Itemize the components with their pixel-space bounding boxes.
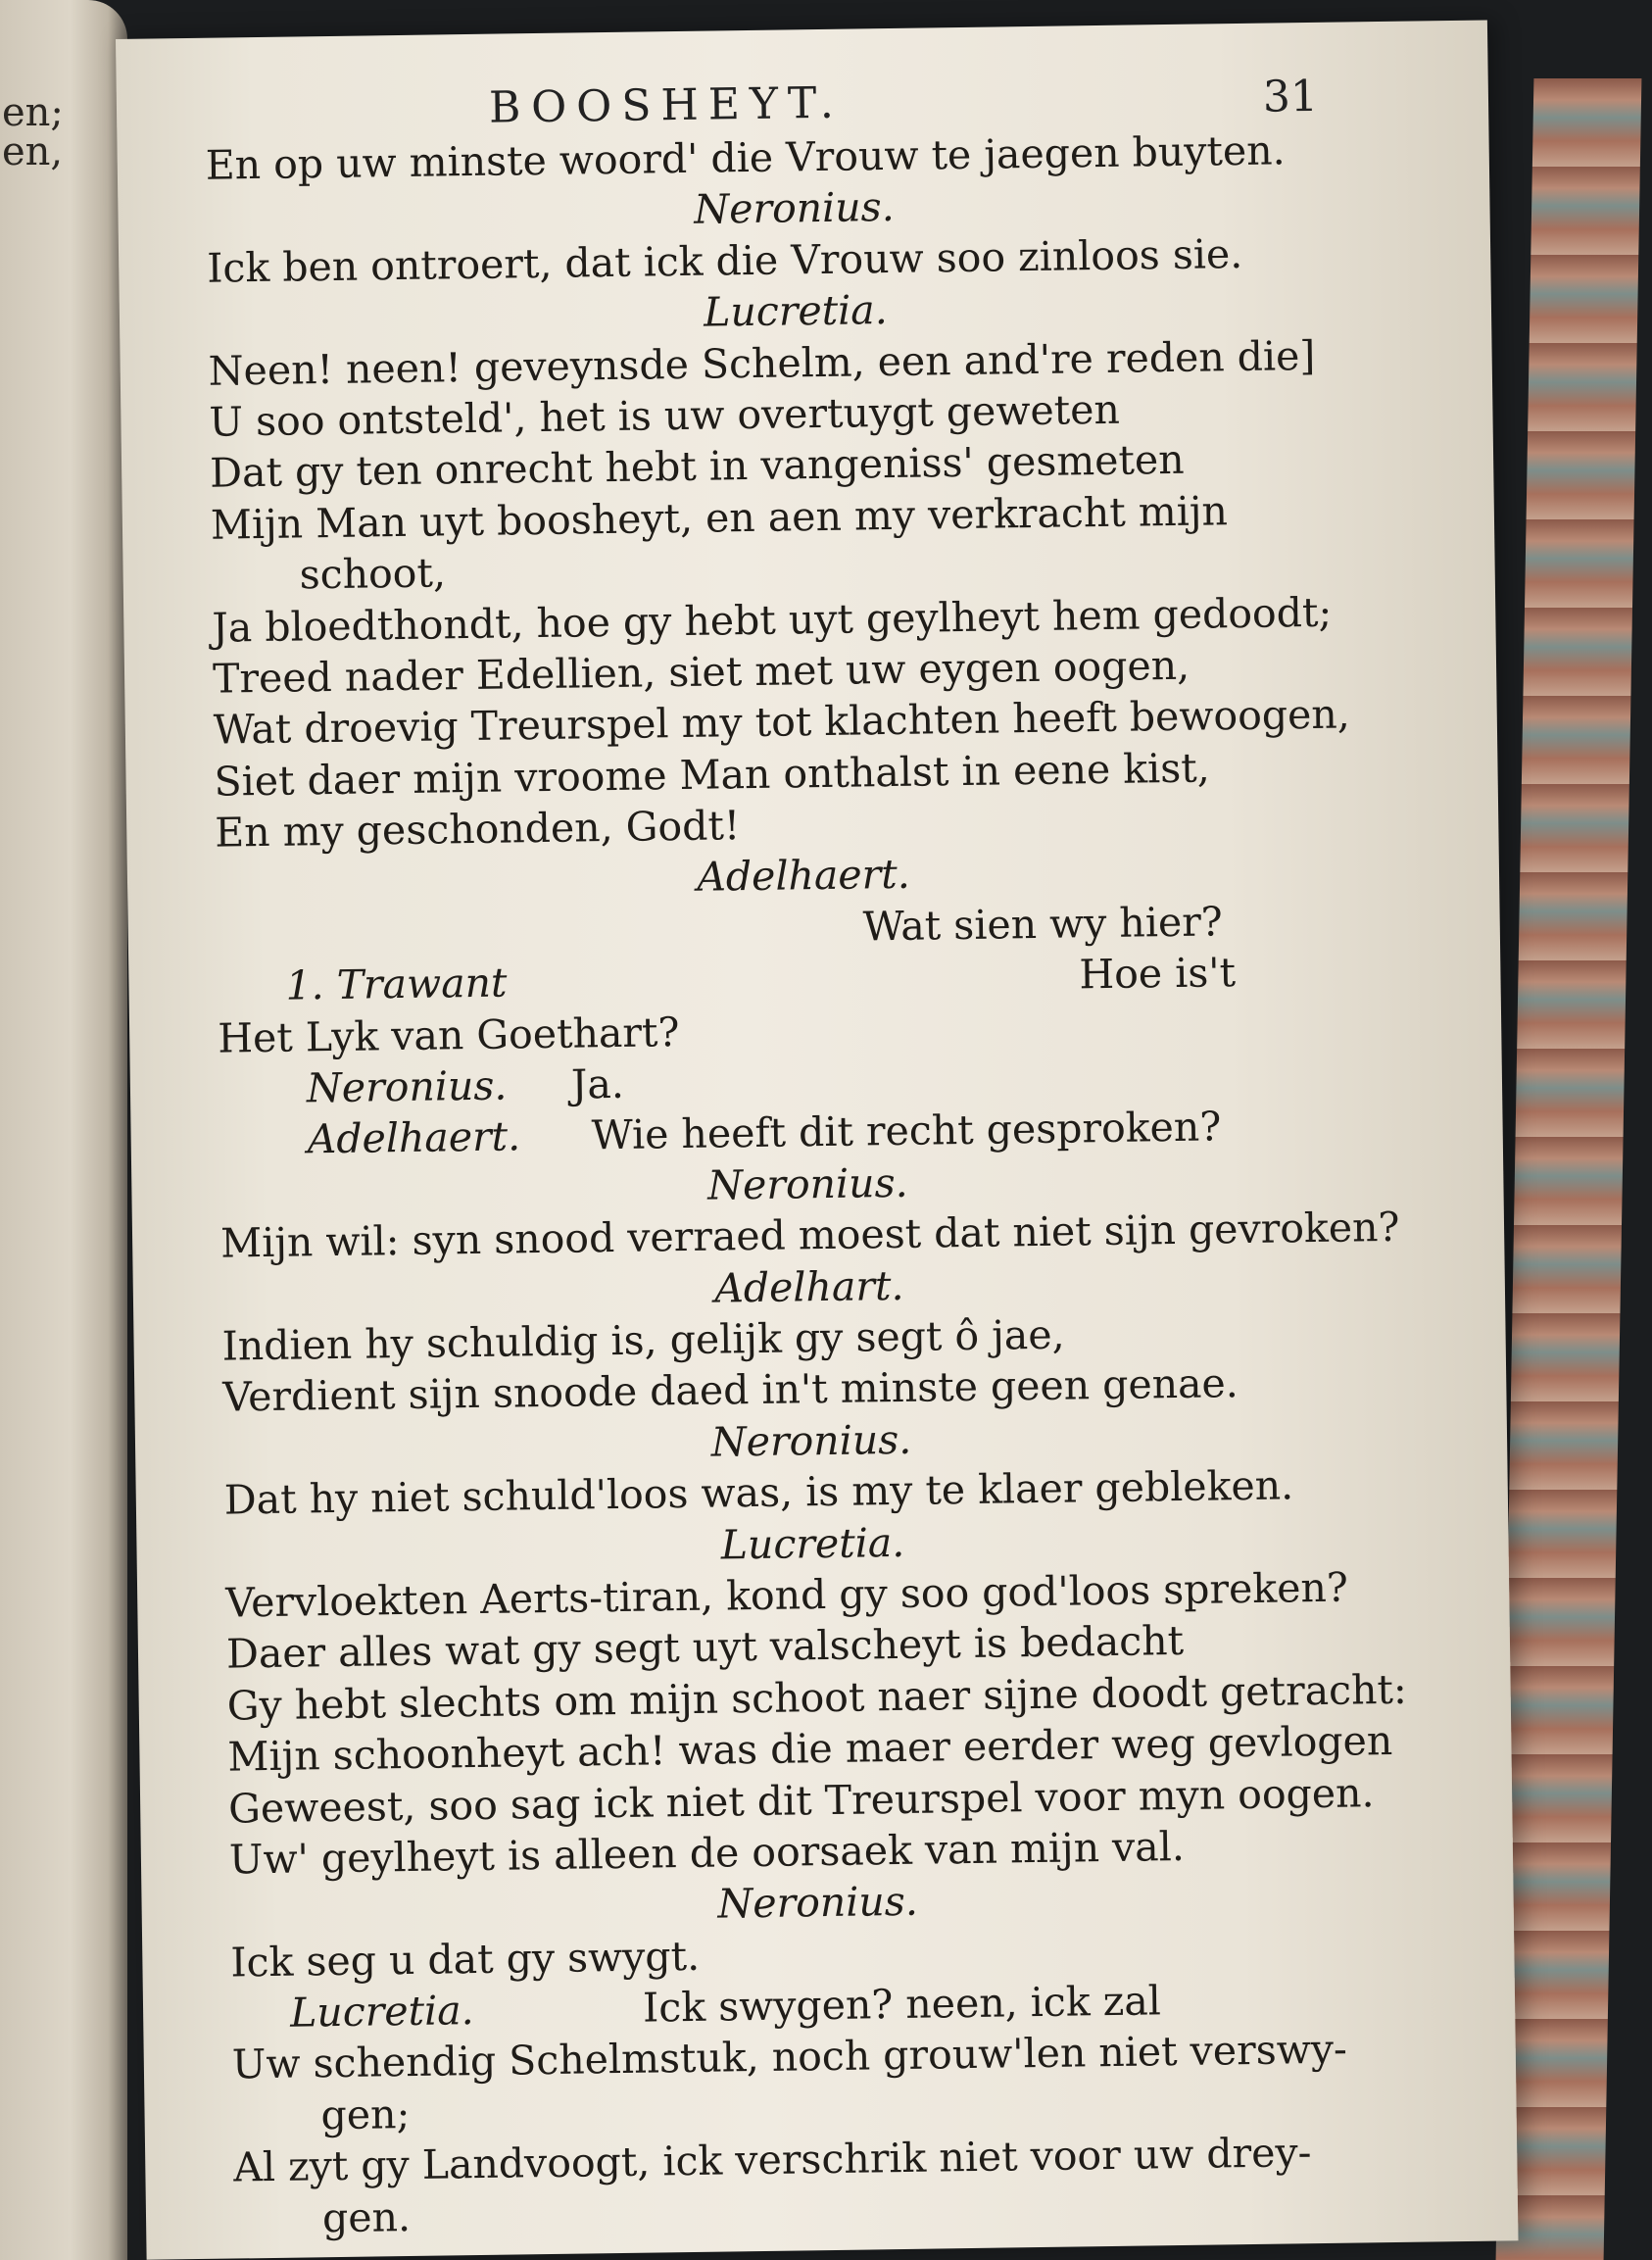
speaker-name: Neronius. (717, 1878, 919, 1928)
verse-line: Al zyt gy Landvoogt, ick verschrik niet voor uw drey- (232, 2129, 1312, 2191)
verse-line: Neen! neen! geveynsde Schelm, een and're reden die] (208, 331, 1316, 395)
speech-text: Wat sien wy hier? (862, 898, 1224, 951)
speech-text: Wie heeft dit recht gesproken? (591, 1103, 1222, 1159)
verse-line: Wat droevig Treurspel my tot klachten heeft bewoogen, (213, 690, 1351, 754)
speaker-name: Adelhaert. (696, 851, 911, 902)
verse-line-continuation: gen; (320, 2089, 411, 2139)
verse-line: Vervloekten Aerts-tiran, kond gy soo god'loos spreken? (224, 1563, 1349, 1627)
speaker-name: Lucretia. (289, 1987, 474, 2037)
speaker-name: Adelhart. (713, 1261, 904, 1312)
left-page-fragment: en; (2, 90, 64, 135)
verse-line: Treed nader Edellien, siet met uw eygen oogen, (212, 641, 1190, 703)
verse-line: Het Lyk van Goethart? (217, 1007, 680, 1062)
speaker-name: Neronius. (693, 183, 896, 234)
book-page-edges (1496, 78, 1642, 2260)
verse-line: En my geschonden, Godt! (214, 802, 741, 857)
left-page-fragment: en, (2, 129, 64, 174)
verse-line: U soo ontsteld', het is uw overtuygt geweten (209, 385, 1121, 446)
verse-line: Ja bloedthondt, hoe gy hebt uyt geylheyt hem gedoodt; (212, 588, 1333, 652)
book-page (116, 20, 1519, 2259)
verse-line: Uw' geylheyt is alleen de oorsaek van mijn val. (228, 1822, 1186, 1884)
verse-line: Mijn schoonheyt ach! was die maer eerder weg gevlogen (227, 1717, 1393, 1781)
speaker-name: Neronius. (710, 1415, 912, 1466)
verse-line: Gy hebt slechts om mijn schoot naer sijne doodt getracht: (226, 1665, 1408, 1730)
running-head: BOOSHEYT. (488, 77, 845, 133)
verse-line: Siet daer mijn vroome Man onthalst in eene kist, (214, 744, 1211, 806)
play-text (205, 123, 1410, 2245)
verse-line: Dat hy niet schuld'loos was, is my te klaer gebleken. (223, 1461, 1294, 1524)
verse-line: En op uw minste woord' die Vrouw te jaegen buyten. (205, 126, 1286, 189)
verse-line: Verdient sijn snoode daed in't minste geen genae. (222, 1359, 1239, 1421)
speaker-name: Neronius. (706, 1158, 908, 1209)
speaker-name: 1. Trawant (285, 958, 508, 1009)
verse-line: Geweest, soo sag ick niet dit Treurspel voor myn oogen. (227, 1768, 1375, 1833)
verse-line: Mijn wil: syn snood verraed moest dat niet sijn gevroken? (219, 1204, 1400, 1267)
verse-line: Ick ben ontroert, dat ick die Vrouw soo zinloos sie. (206, 229, 1243, 292)
verse-line-continuation: schoot, (299, 549, 447, 599)
left-facing-page (0, 0, 127, 2260)
speech-text: Ja. (570, 1059, 625, 1108)
speech-text: Hoe is't (1079, 949, 1237, 999)
speaker-name: Adelhaert. (307, 1112, 521, 1163)
speaker-name: Lucretia. (703, 286, 889, 336)
page-number: 31 (1262, 71, 1319, 123)
speech-text: Ick swygen? neen, ick zal (642, 1977, 1162, 2032)
verse-line: Ick seg u dat gy swygt. (230, 1932, 701, 1987)
verse-line: Dat gy ten onrecht hebt in vangeniss' gesmeten (209, 436, 1185, 498)
verse-line: Uw schendig Schelmstuk, noch grouw'len niet verswy- (231, 2026, 1348, 2088)
verse-line: Indien hy schuldig is, gelijk gy segt ô jae, (221, 1310, 1065, 1370)
speaker-name: Lucretia. (720, 1518, 905, 1569)
speaker-name: Neronius. (306, 1061, 508, 1112)
verse-line: Mijn Man uyt boosheyt, en aen my verkracht mijn (210, 486, 1229, 549)
verse-line: Daer alles wat gy segt uyt valscheyt is bedacht (225, 1617, 1185, 1678)
verse-line-continuation: gen. (321, 2192, 412, 2241)
